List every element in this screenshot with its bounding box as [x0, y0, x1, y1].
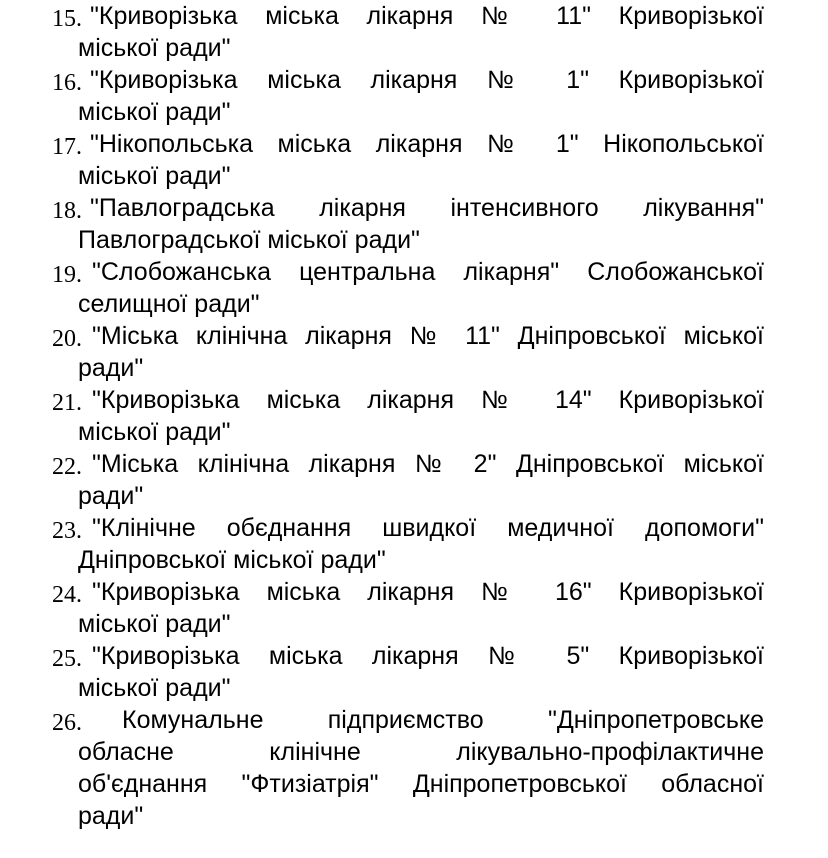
item-number: 17. — [52, 134, 82, 160]
item-number: 19. — [52, 262, 82, 288]
item-text — [78, 512, 764, 576]
item-line: Дніпровської міської ради" — [78, 546, 386, 574]
item-number: 20. — [52, 326, 82, 352]
item-text — [78, 0, 764, 64]
item-number: 15. — [52, 6, 82, 32]
item-line: міської ради" — [78, 162, 231, 190]
list-item — [52, 0, 764, 64]
item-number: 16. — [52, 70, 82, 96]
item-text — [78, 192, 764, 256]
item-line: міської ради" — [78, 34, 231, 62]
list-item — [52, 256, 764, 320]
item-number: 24. — [52, 582, 82, 608]
item-line: об'єднання "Фтизіатрія" Дніпропетровської обласної — [78, 770, 764, 798]
item-line: ради" — [78, 482, 144, 510]
item-line: міської ради" — [78, 674, 231, 702]
item-line: "Слобожанська центральна лікарня" Слобожанської — [92, 258, 764, 286]
item-line: міської ради" — [78, 98, 231, 126]
item-line: Комунальне підприємство "Дніпропетровське — [122, 706, 764, 734]
item-text — [78, 640, 764, 704]
list-item — [52, 64, 764, 128]
item-text — [78, 256, 764, 320]
item-number: 21. — [52, 390, 82, 416]
item-text — [78, 448, 764, 512]
item-line: "Міська клінічна лікарня № 11" Дніпровської міської — [92, 322, 764, 350]
item-line: міської ради" — [78, 610, 231, 638]
item-number: 18. — [52, 198, 82, 224]
list-item — [52, 576, 764, 640]
list-item — [52, 512, 764, 576]
item-text — [78, 576, 764, 640]
list-item — [52, 640, 764, 704]
item-line: ради" — [78, 354, 144, 382]
item-line: "Нікопольська міська лікарня № 1" Нікопольської — [90, 130, 764, 158]
list-item — [52, 128, 764, 192]
item-line: "Міська клінічна лікарня № 2" Дніпровської міської — [92, 450, 764, 478]
list-item — [52, 704, 764, 832]
item-text — [78, 384, 764, 448]
item-text — [78, 64, 764, 128]
item-line: "Криворізька міська лікарня № 11" Криворізької — [90, 2, 764, 30]
item-line: обласне клінічне лікувально-профілактичне — [78, 738, 764, 766]
item-number: 25. — [52, 646, 82, 672]
item-line: "Криворізька міська лікарня № 1" Криворізької — [90, 66, 764, 94]
item-line: "Криворізька міська лікарня № 5" Криворізької — [92, 642, 764, 670]
item-line: селищної ради" — [78, 290, 260, 318]
item-line: Павлоградської міської ради" — [78, 226, 420, 254]
item-line: ради" — [78, 802, 144, 830]
item-number: 22. — [52, 454, 82, 480]
item-line: "Криворізька міська лікарня № 16" Криворізької — [92, 578, 764, 606]
hospital-list — [52, 0, 764, 832]
item-number: 23. — [52, 518, 82, 544]
list-item — [52, 384, 764, 448]
item-text — [78, 128, 764, 192]
item-line: "Павлоградська лікарня інтенсивного лікування" — [90, 194, 764, 222]
item-line: "Криворізька міська лікарня № 14" Криворізької — [92, 386, 764, 414]
item-text — [78, 320, 764, 384]
list-item — [52, 448, 764, 512]
list-item — [52, 320, 764, 384]
list-item — [52, 192, 764, 256]
item-line: міської ради" — [78, 418, 231, 446]
item-number: 26. — [52, 710, 82, 736]
item-line: "Клінічне обєднання швидкої медичної допомоги" — [92, 514, 764, 542]
item-text — [78, 704, 764, 832]
